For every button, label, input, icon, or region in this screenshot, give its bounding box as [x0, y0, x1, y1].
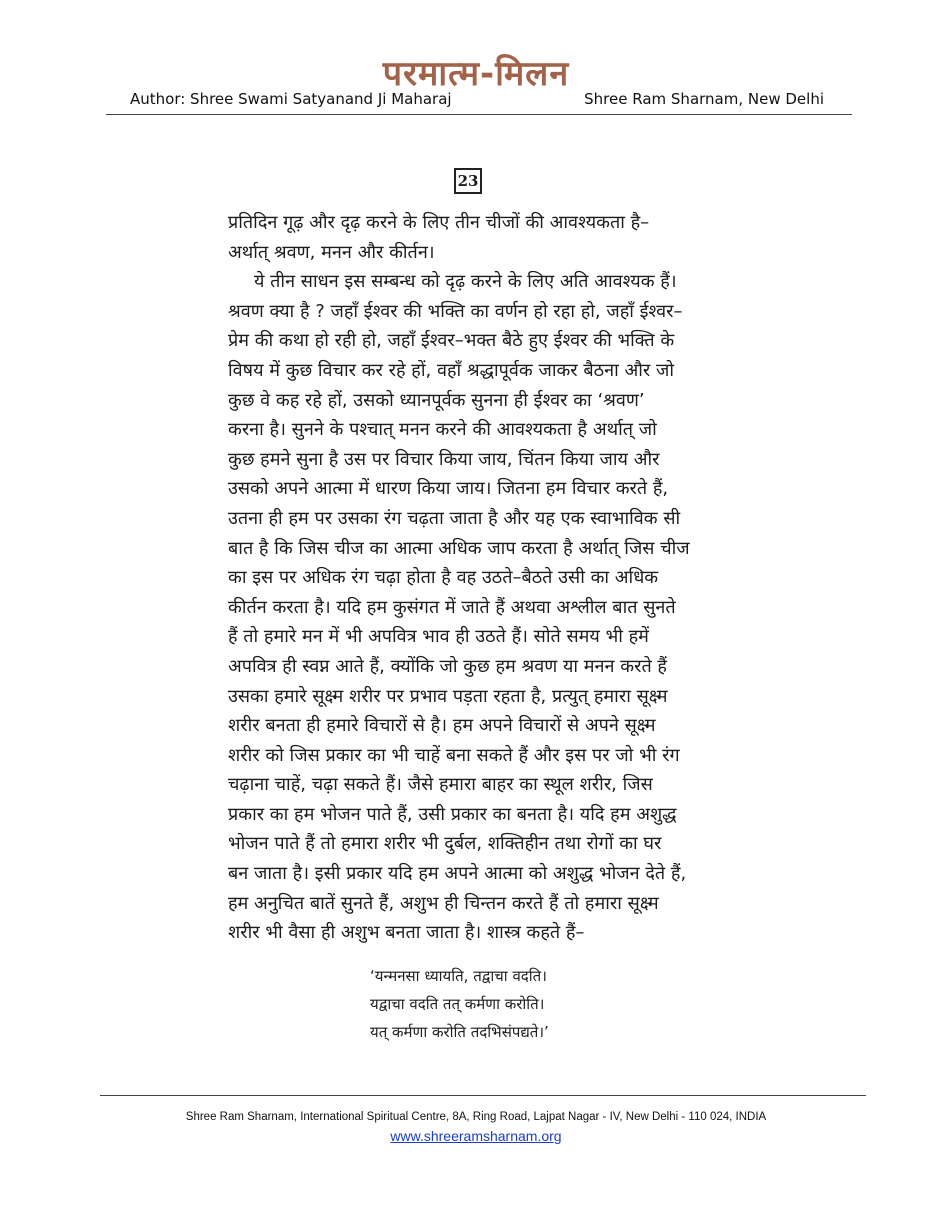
body-line: भोजन पाते हैं तो हमारा शरीर भी दुर्बल, शक्तिहीन तथा रोगों का घर	[228, 833, 662, 855]
body-line: हैं तो हमारे मन में भी अपवित्र भाव ही उठते हैं। सोते समय भी हमें	[228, 626, 649, 648]
body-line: कीर्तन करता है। यदि हम कुसंगत में जाते हैं अथवा अश्लील बात सुनते	[228, 596, 676, 618]
verse-line: यद्वाचा वदति तत् कर्मणा करोति।	[370, 995, 545, 1013]
body-line: का इस पर अधिक रंग चढ़ा होता है वह उठते–बैठते उसी का अधिक	[228, 567, 659, 589]
body-line: बात है कि जिस चीज का आत्मा अधिक जाप करता है अर्थात् जिस चीज	[228, 537, 690, 559]
body-line: हम अनुचित बातें सुनते हैं, अशुभ ही चिन्तन करते हैं तो हमारा सूक्ष्म	[228, 892, 659, 914]
body-line: कुछ हमने सुना है उस पर विचार किया जाय, चिंतन किया जाय और	[228, 448, 660, 470]
verse-line: यत् कर्मणा करोति तदभिसंपद्यते।’	[370, 1023, 549, 1041]
body-line: कुछ वे कह रहे हों, उसको ध्यानपूर्वक सुनना ही ईश्वर का ‘श्रवण’	[228, 389, 645, 411]
verse-line: ‘यन्मनसा ध्यायति, तद्वाचा वदति।	[370, 967, 547, 985]
body-line: विषय में कुछ विचार कर रहे हों, वहाँ श्रद्धापूर्वक जाकर बैठना और जो	[228, 359, 675, 381]
body-line: ये तीन साधन इस सम्बन्ध को दृढ़ करने के लिए अति आवश्यक हैं।	[254, 271, 677, 293]
body-line: उतना ही हम पर उसका रंग चढ़ता जाता है और यह एक स्वाभाविक सी	[228, 507, 681, 529]
body-text	[228, 208, 708, 948]
body-line: प्रतिदिन गूढ़ और दृढ़ करने के लिए तीन चीजों की आवश्यकता है–	[228, 212, 650, 233]
body-line: शरीर बनता ही हमारे विचारों से है। हम अपने विचारों से अपने सूक्ष्म	[228, 715, 656, 737]
website-link[interactable]: www.shreeramsharnam.org	[390, 1128, 562, 1144]
running-header	[130, 88, 824, 110]
body-line: करना है। सुनने के पश्चात् मनन करने की आवश्यकता है अर्थात् जो	[228, 419, 657, 441]
body-line: अर्थात् श्रवण, मनन और कीर्तन।	[228, 241, 435, 263]
body-line: उसको अपने आत्मा में धारण किया जाय। जितना हम विचार करते हैं,	[228, 478, 669, 500]
footer-website	[0, 1127, 952, 1145]
book-title: परमात्म-मिलन	[382, 54, 570, 94]
footer-divider	[388, 1095, 866, 1096]
body-line: अपवित्र ही स्वप्न आते हैं, क्योंकि जो कुछ हम श्रवण या मनन करते हैं	[228, 655, 667, 677]
body-line: प्रकार का हम भोजन पाते हैं, उसी प्रकार का बनता है। यदि हम अशुद्ध	[228, 803, 677, 825]
page-number: 23	[454, 168, 482, 194]
body-line: बन जाता है। इसी प्रकार यदि हम अपने आत्मा को अशुद्ध भोजन देते हैं,	[228, 863, 687, 885]
footer-divider	[100, 1095, 390, 1096]
body-line: उसका हमारे सूक्ष्म शरीर पर प्रभाव पड़ता रहता है, प्रत्युत् हमारा सूक्ष्म	[228, 685, 668, 707]
header-divider	[106, 114, 852, 115]
body-line: शरीर को जिस प्रकार का भी चाहें बना सकते हैं और इस पर जो भी रंग	[228, 744, 680, 766]
footer-address: Shree Ram Sharnam, International Spiritual Centre, 8A, Ring Road, Lajpat Nagar - IV, New Delhi - 110 024, INDIA	[185, 1111, 767, 1123]
publisher-line: Shree Ram Sharnam, New Delhi	[584, 90, 824, 108]
scripture-verse	[330, 962, 620, 1046]
author-line: Author: Shree Swami Satyanand Ji Maharaj	[130, 90, 452, 108]
body-line: चढ़ाना चाहें, चढ़ा सकते हैं। जैसे हमारा बाहर का स्थूल शरीर, जिस	[228, 774, 653, 796]
body-line: शरीर भी वैसा ही अशुभ बनता जाता है। शास्त्र कहते हैं–	[228, 922, 585, 944]
body-line: श्रवण क्या है ? जहाँ ईश्वर की भक्ति का वर्णन हो रहा हो, जहाँ ईश्वर–	[228, 300, 683, 322]
body-line: प्रेम की कथा हो रही हो, जहाँ ईश्वर–भक्त बैठे हुए ईश्वर की भक्ति के	[228, 330, 675, 352]
